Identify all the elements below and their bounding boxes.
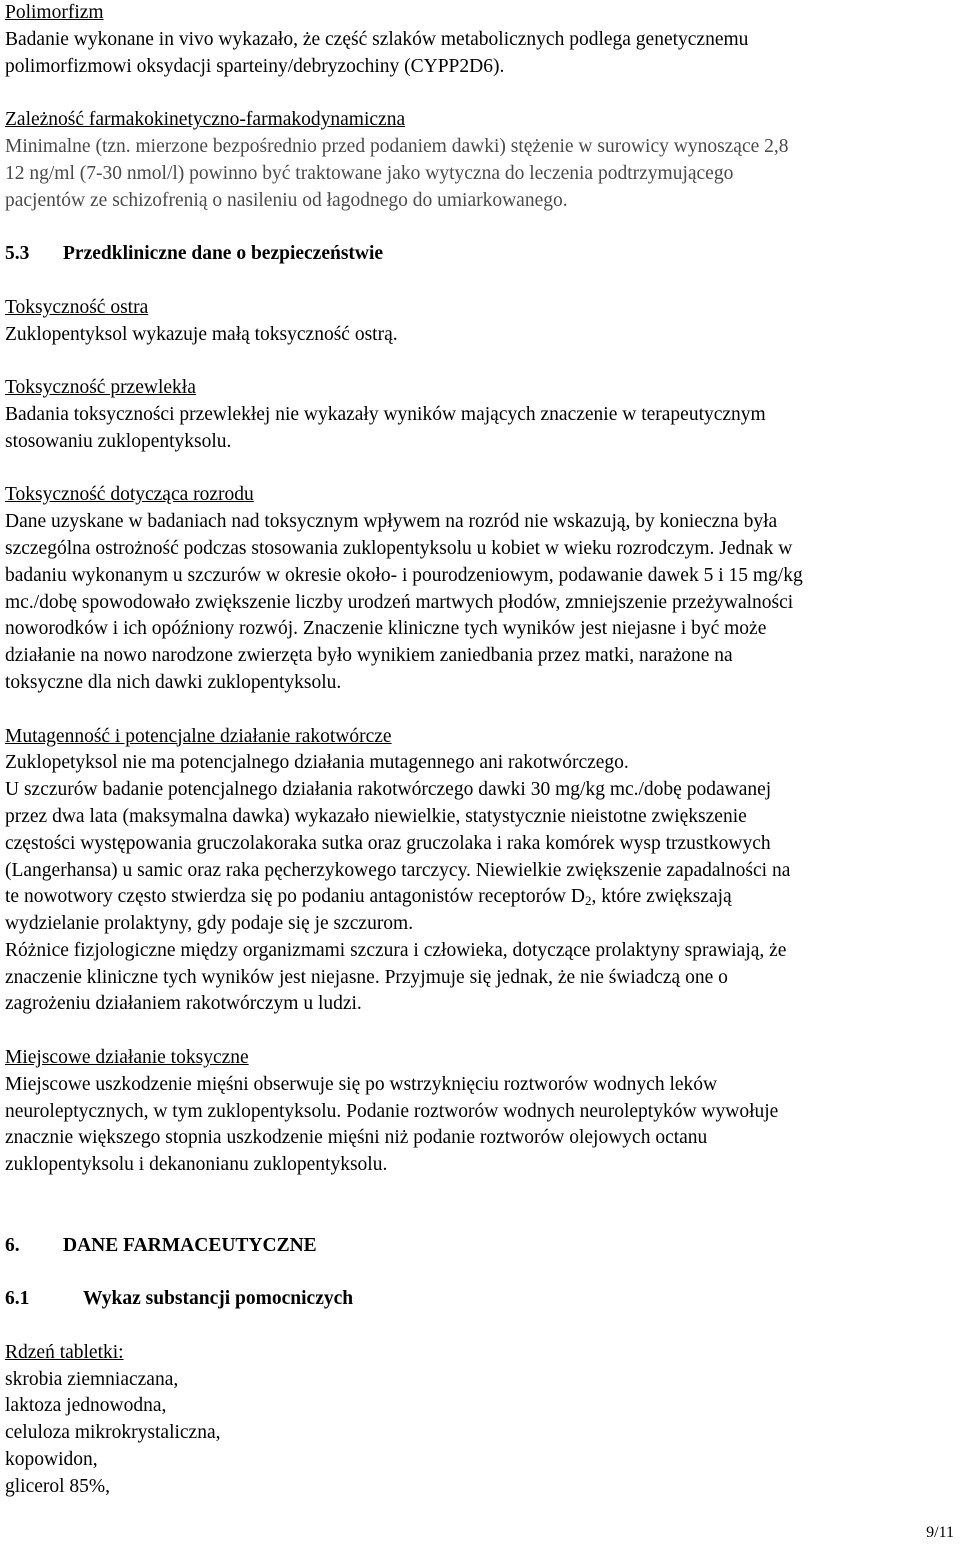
section-heading-local-toxicity: Miejscowe działanie toksyczne [5,1047,249,1069]
paragraph-line: badaniu wykonanym u szczurów w okresie około- i pourodzeniowym, podawanie dawek 5 i 15 mg/kg [5,564,803,586]
spacer [5,214,955,241]
section-number: 6. [5,1234,20,1256]
paragraph-line: znacznie większego stopnia uszkodzenie mięśni niż podanie roztworów olejowych octanu [5,1127,708,1149]
paragraph-line: zuklopentyksolu i dekanonianu zuklopentyksolu. [5,1154,388,1176]
page-number: 9/11 [926,1524,954,1541]
paragraph-line: wydzielanie prolaktyny, gdy podaje się je szczurom. [5,913,414,935]
section-number: 6.1 [5,1288,30,1310]
d2-text-before: te nowotwory często stwierdza się po podaniu antagonistów receptorów D [5,886,585,908]
spacer [5,1313,955,1340]
section-title-5-3 [5,241,955,268]
section-title-text: DANE FARMACEUTYCZNE [63,1234,317,1256]
spacer [5,268,955,295]
list-item: glicerol 85%, [5,1475,111,1497]
paragraph-line: stosowaniu zuklopentyksolu. [5,430,232,452]
list-item: celuloza mikrokrystaliczna, [5,1422,221,1444]
paragraph-line: przez dwa lata (maksymalna dawka) wykazało niewielkie, statystycznie nieistotne zwiększenie [5,805,747,827]
paragraph-line: (Langerhansa) u samic oraz raka pęcherzykowego tarczycy. Niewielkie zwiększenie zapadalności na [5,859,791,881]
section-number: 5.3 [5,243,30,265]
section-heading-polymorphism: Polimorfizm [5,2,104,23]
section-heading-mutagenicity: Mutagenność i potencjalne działanie rakotwórcze [5,725,392,747]
paragraph-line: znaczenie kliniczne tych wyników jest niejasne. Przyjmuje się jednak, że nie świadczą one o [5,966,728,988]
section-heading-reproductive-toxicity: Toksyczność dotycząca rozrodu [5,484,254,506]
paragraph-line: szczególna ostrożność podczas stosowania zuklopentyksolu u kobiet w wieku rozrodczym. Jednak w [5,537,793,559]
paragraph-line: noworodków i ich opóźniony rozwój. Znaczenie kliniczne tych wyników jest niejasne i być może [5,618,767,640]
paragraph-line: Badania toksyczności przewlekłej nie wykazały wyników mających znaczenie w terapeutycznym [5,403,766,425]
spacer [5,80,955,107]
paragraph-line: Różnice fizjologiczne między organizmami szczura i człowieka, dotyczące prolaktyny sprawiają, że [5,939,787,961]
section-heading-chronic-toxicity: Toksyczność przewlekła [5,377,196,399]
paragraph-line: Miejscowe uszkodzenie mięśni obserwuje się po wstrzyknięciu roztworów wodnych leków [5,1073,718,1095]
paragraph-line: pacjentów ze schizofrenią o nasileniu od łagodnego do umiarkowanego. [5,189,568,211]
spacer [5,348,955,375]
paragraph-line: toksyczne dla nich dawki zuklopentyksolu. [5,671,342,693]
paragraph-line: 12 ng/ml (7-30 nmol/l) powinno być traktowane jako wytyczna do leczenia podtrzymującego [5,162,734,184]
paragraph-line: Dane uzyskane w badaniach nad toksycznym wpływem na rozród nie wskazują, by konieczna była [5,511,778,533]
spacer [5,1018,955,1045]
paragraph-line: częstości występowania gruczolakoraka sutka oraz gruczolaka i raka komórek wysp trzustkowych [5,832,771,854]
paragraph-line: U szczurów badanie potencjalnego działania rakotwórczego dawki 30 mg/kg mc./dobę podawanej [5,779,772,801]
section-heading-pkpd: Zależność farmakokinetyczno-farmakodynamiczna [5,109,406,131]
document-page [5,0,955,1501]
section-heading-acute-toxicity: Toksyczność ostra [5,296,149,318]
list-item: skrobia ziemniaczana, [5,1368,179,1390]
section-title-6 [5,1233,955,1260]
section-title-text: Przedkliniczne dane o bezpieczeństwie [63,243,384,265]
d2-text-after: , które zwiększają [591,886,732,908]
paragraph-line: mc./dobę spowodowało zwiększenie liczby urodzeń martwych płodów, zmniejszenie przeżywalności [5,591,794,613]
paragraph-line-d2 [5,884,955,911]
d2-subscript: 2 [584,893,592,909]
paragraph-line: Minimalne (tzn. mierzone bezpośrednio przed podaniem dawki) stężenie w surowicy wynoszące 2,8 [5,135,789,157]
paragraph-line: zagrożeniu działaniem rakotwórczym u ludzi. [5,993,362,1015]
section-title-6-1 [5,1286,955,1313]
paragraph-line: Badanie wykonane in vivo wykazało, że część szlaków metabolicznych podlega genetycznemu [5,28,749,50]
paragraph-line: Zuklopentyksol wykazuje małą toksyczność ostrą. [5,323,398,345]
section-title-text: Wykaz substancji pomocniczych [83,1288,354,1310]
section-heading-tablet-core: Rdzeń tabletki: [5,1341,124,1363]
spacer [5,697,955,724]
list-item: kopowidon, [5,1449,98,1471]
spacer [5,1259,955,1286]
spacer [5,1179,955,1233]
spacer [5,456,955,483]
paragraph-line: neuroleptycznych, w tym zuklopentyksolu. Podanie roztworów wodnych neuroleptyków wywołuje [5,1100,779,1122]
list-item: laktoza jednowodna, [5,1395,167,1417]
paragraph-line: działanie na nowo narodzone zwierzęta było wynikiem zaniedbania przez matki, narażone na [5,645,733,667]
paragraph-line: polimorfizmowi oksydacji sparteiny/debryzochiny (CYPP2D6). [5,55,505,77]
paragraph-line: Zuklopetyksol nie ma potencjalnego działania mutagennego ani rakotwórczego. [5,752,629,774]
